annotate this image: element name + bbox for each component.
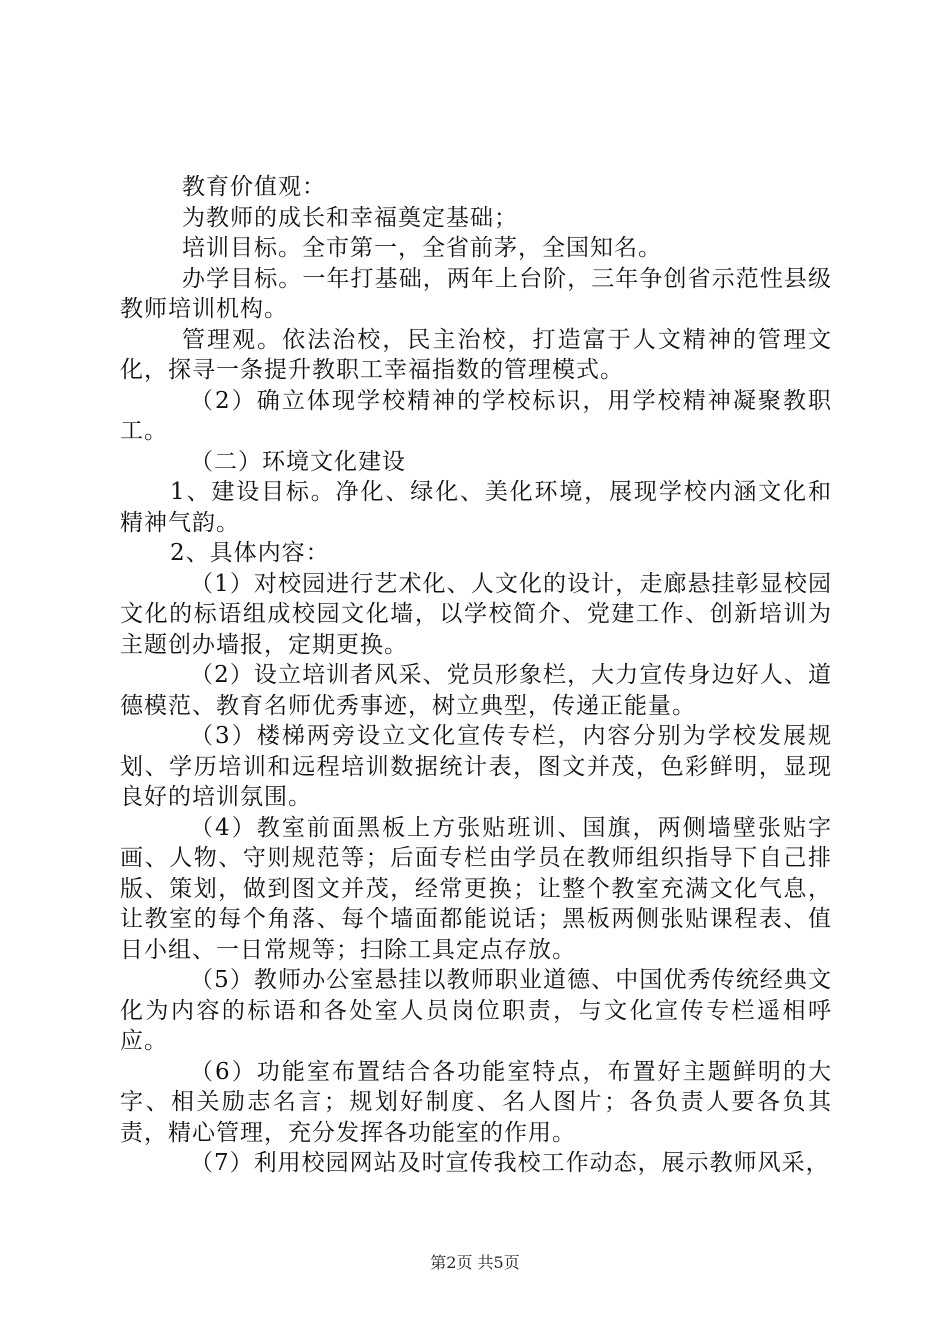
paragraph-construction-goal: 1、建设目标。净化、绿化、美化环境，展现学校内涵文化和精神气韵。 [120,479,832,536]
list-item-1: （1）对校园进行艺术化、人文化的设计，走廊悬挂彰显校园文化的标语组成校园文化墙，以学校简介、党建工作、创新培训为主题创办墙报，定期更换。 [120,570,832,658]
section-heading-environment: （二）环境文化建设 [190,448,406,475]
paragraph-foundation: 为教师的成长和幸福奠定基础； [182,204,518,231]
paragraph-training-goal: 培训目标。全市第一，全省前茅，全国知名。 [182,235,662,261]
list-item-3: （3）楼梯两旁设立文化宣传专栏，内容分别为学校发展规划、学历培训和远程培训数据统计表，图文并茂，色彩鲜明，显现良好的培训氛围。 [120,723,832,810]
list-item-5: （5）教师办公室悬挂以教师职业道德、中国优秀传统经典文化为内容的标语和各处室人员岗位职责，与文化宣传专栏遥相呼应。 [120,967,832,1054]
paragraph-management-view: 管理观。依法治校，民主治校，打造富于人文精神的管理文化，探寻一条提升教职工幸福指数的管理模式。 [120,326,832,383]
list-item-4: （4）教室前面黑板上方张贴班训、国旗，两侧墙壁张贴字画、人物、守则规范等；后面专栏由学员在教师组织指导下自己排版、策划，做到图文并茂，经常更换；让整个教室充满文化气息，让教室的每个角落、每个墙面都能说话；黑板两侧张贴课程表、值日小组、一日常规等；扫除工具定点存放。 [120,814,832,963]
paragraph-specific-content: 2、具体内容： [170,540,330,566]
list-item-7: （7）利用校园网站及时宣传我校工作动态，展示教师风采， [190,1150,830,1176]
list-item-6: （6）功能室布置结合各功能室特点，布置好主题鲜明的大字、相关励志名言；规划好制度、名人图片；各负责人要各负其责，精心管理，充分发挥各功能室的作用。 [120,1058,832,1146]
paragraph-school-goal: 办学目标。一年打基础，两年上台阶，三年争创省示范性县级教师培训机构。 [120,265,832,322]
document-body [120,172,832,1179]
paragraph-school-identity: （2）确立体现学校精神的学校标识，用学校精神凝聚教职工。 [120,387,832,444]
page-number-footer: 第2页 共5页 [430,1253,520,1272]
list-item-2: （2）设立培训者风采、党员形象栏，大力宣传身边好人、道德模范、教育名师优秀事迹，树立典型，传递正能量。 [120,662,832,719]
paragraph-education-values: 教育价值观： [182,174,326,200]
